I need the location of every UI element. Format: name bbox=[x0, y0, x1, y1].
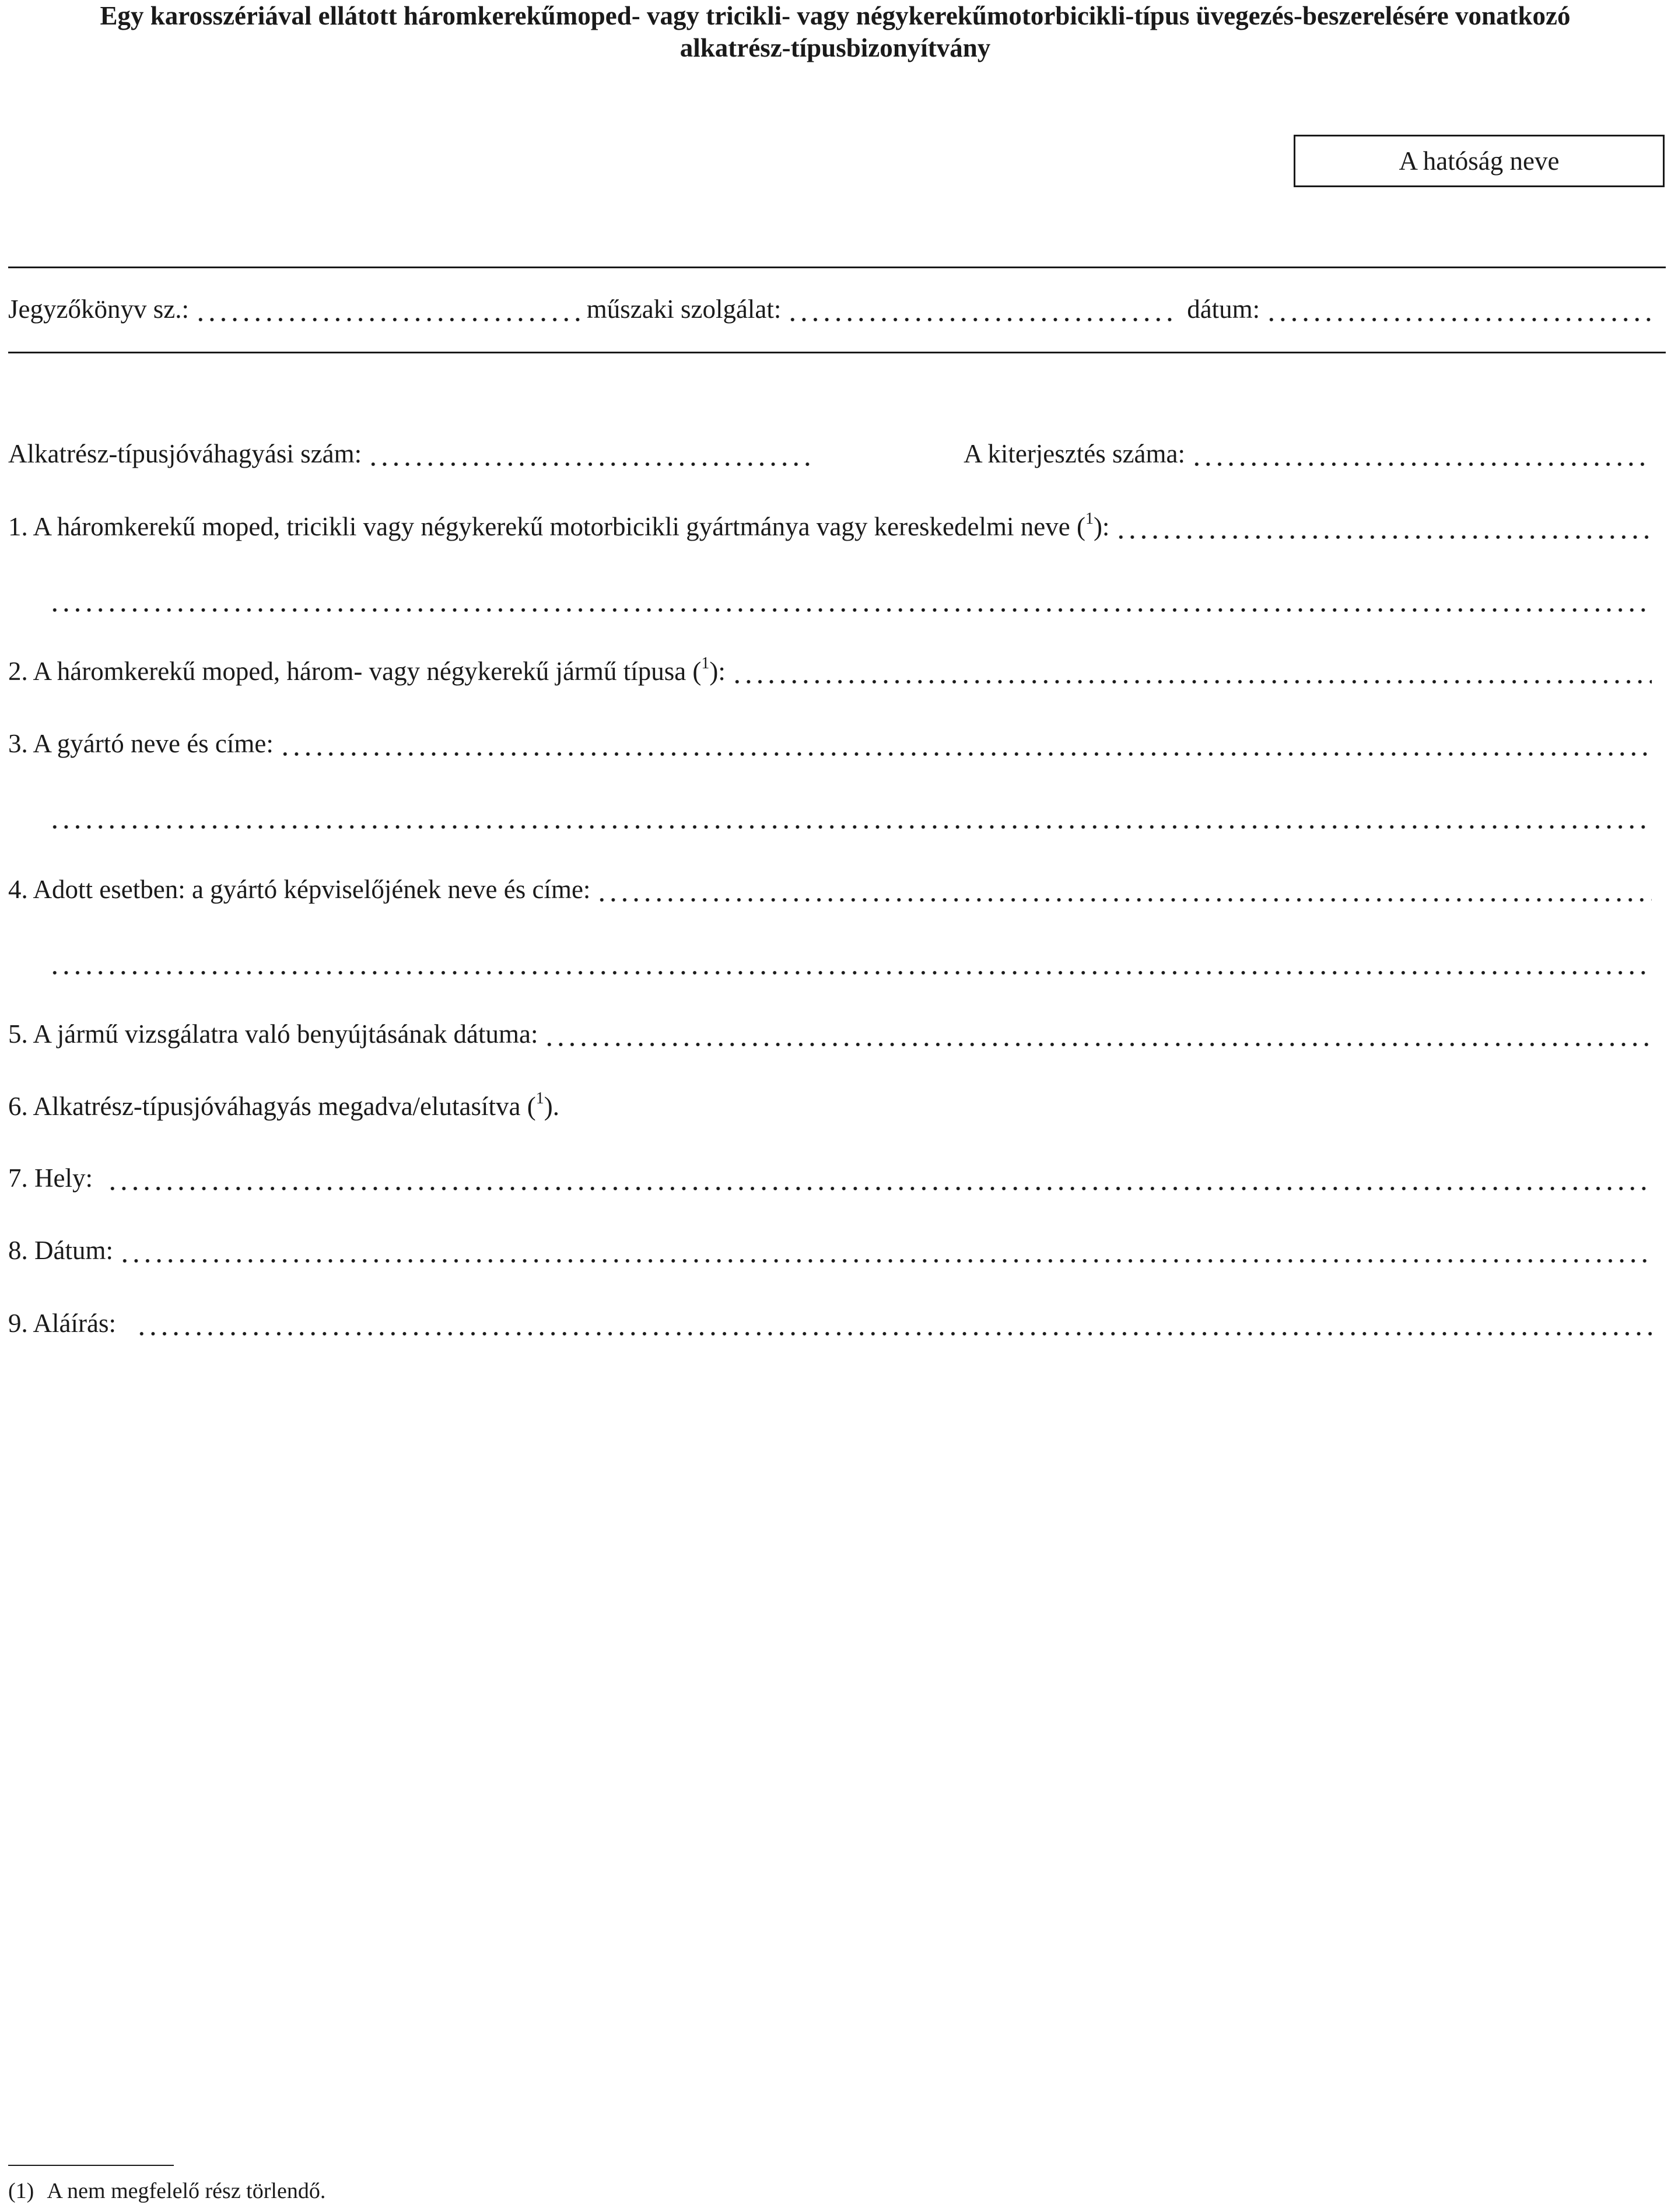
top-divider bbox=[8, 267, 1666, 268]
approval-line bbox=[8, 436, 1652, 471]
authority-name-box bbox=[1294, 135, 1665, 187]
item-4 bbox=[8, 872, 1652, 907]
bottom-divider bbox=[8, 352, 1666, 353]
item-8 bbox=[8, 1233, 1652, 1268]
extension-number-label: A kiterjesztés száma: bbox=[964, 439, 1185, 468]
item-8-label: 8. Dátum: bbox=[8, 1236, 113, 1265]
protocol-number-label: Jegyzőkönyv sz.: bbox=[8, 295, 189, 324]
extension-number-field[interactable] bbox=[1191, 436, 1652, 471]
item-7-label: 7. Hely: bbox=[8, 1163, 93, 1193]
item-1-field[interactable] bbox=[1115, 509, 1652, 544]
item-1 bbox=[8, 509, 1652, 544]
footnote-divider bbox=[8, 2165, 174, 2166]
item-4-field[interactable] bbox=[596, 872, 1652, 907]
item-5-field[interactable] bbox=[544, 1016, 1652, 1051]
item-7 bbox=[8, 1161, 1652, 1196]
item-6 bbox=[8, 1089, 1652, 1124]
footnote-ref: 1 bbox=[535, 1089, 544, 1107]
item-9 bbox=[8, 1306, 1652, 1341]
footnote-ref: 1 bbox=[1085, 510, 1094, 528]
approval-number-label: Alkatrész-típusjóváhagyási szám: bbox=[8, 439, 362, 468]
item-2 bbox=[8, 654, 1652, 689]
item-2-field[interactable] bbox=[731, 654, 1652, 689]
place-field[interactable] bbox=[107, 1161, 1652, 1196]
item-3 bbox=[8, 726, 1652, 761]
item-4-field-continued[interactable] bbox=[49, 945, 1652, 980]
footnote-ref: 1 bbox=[701, 654, 710, 672]
item-9-label: 9. Aláírás: bbox=[8, 1309, 116, 1338]
report-line bbox=[8, 292, 1652, 327]
item-6-label: 6. Alkatrész-típusjóváhagyás megadva/elutasítva ($^1$). bbox=[8, 1089, 559, 1121]
item-3-field[interactable] bbox=[279, 726, 1652, 761]
footnote-text: A nem megfelelő rész törlendő. bbox=[47, 2179, 326, 2203]
item-4-continuation bbox=[49, 945, 1652, 980]
item-3-continuation bbox=[49, 799, 1652, 834]
footnote-mark: (1) bbox=[8, 2179, 34, 2203]
item-5-label: 5. A jármű vizsgálatra való benyújtásának dátuma: bbox=[8, 1019, 538, 1049]
report-date-label: dátum: bbox=[1187, 295, 1260, 324]
title-line-2: alkatrész-típusbizonyítvány bbox=[679, 33, 991, 62]
item-3-label: 3. A gyártó neve és címe: bbox=[8, 729, 274, 758]
document-title bbox=[8, 0, 1662, 64]
item-2-label: 2. A háromkerekű moped, három- vagy négykerekű jármű típusa ($^1$): bbox=[8, 654, 726, 686]
technical-service-label: műszaki szolgálat: bbox=[586, 295, 782, 324]
item-1-field-continued[interactable] bbox=[49, 582, 1652, 617]
report-date-field[interactable] bbox=[1266, 292, 1652, 327]
item-3-field-continued[interactable] bbox=[49, 799, 1652, 834]
protocol-number-field[interactable] bbox=[195, 292, 581, 327]
signature-field[interactable] bbox=[136, 1306, 1652, 1341]
title-line-1: Egy karosszériával ellátott háromkerekűmoped- vagy tricikli- vagy négykerekűmotorbicikli-típus üvegezés-beszerelésére vonatkozó bbox=[100, 1, 1571, 30]
item-4-label: 4. Adott esetben: a gyártó képviselőjének neve és címe: bbox=[8, 875, 591, 904]
item-1-label: 1. A háromkerekű moped, tricikli vagy négykerekű motorbicikli gyártmánya vagy kereskedelmi neve ($^1$): bbox=[8, 510, 1110, 541]
technical-service-field[interactable] bbox=[787, 292, 1173, 327]
item-5 bbox=[8, 1016, 1652, 1051]
date-field[interactable] bbox=[119, 1233, 1652, 1268]
item-1-continuation bbox=[49, 582, 1652, 617]
footnote bbox=[8, 2176, 325, 2206]
approval-number-field[interactable] bbox=[367, 436, 811, 471]
authority-name-label: A hatóság neve bbox=[1399, 146, 1560, 176]
